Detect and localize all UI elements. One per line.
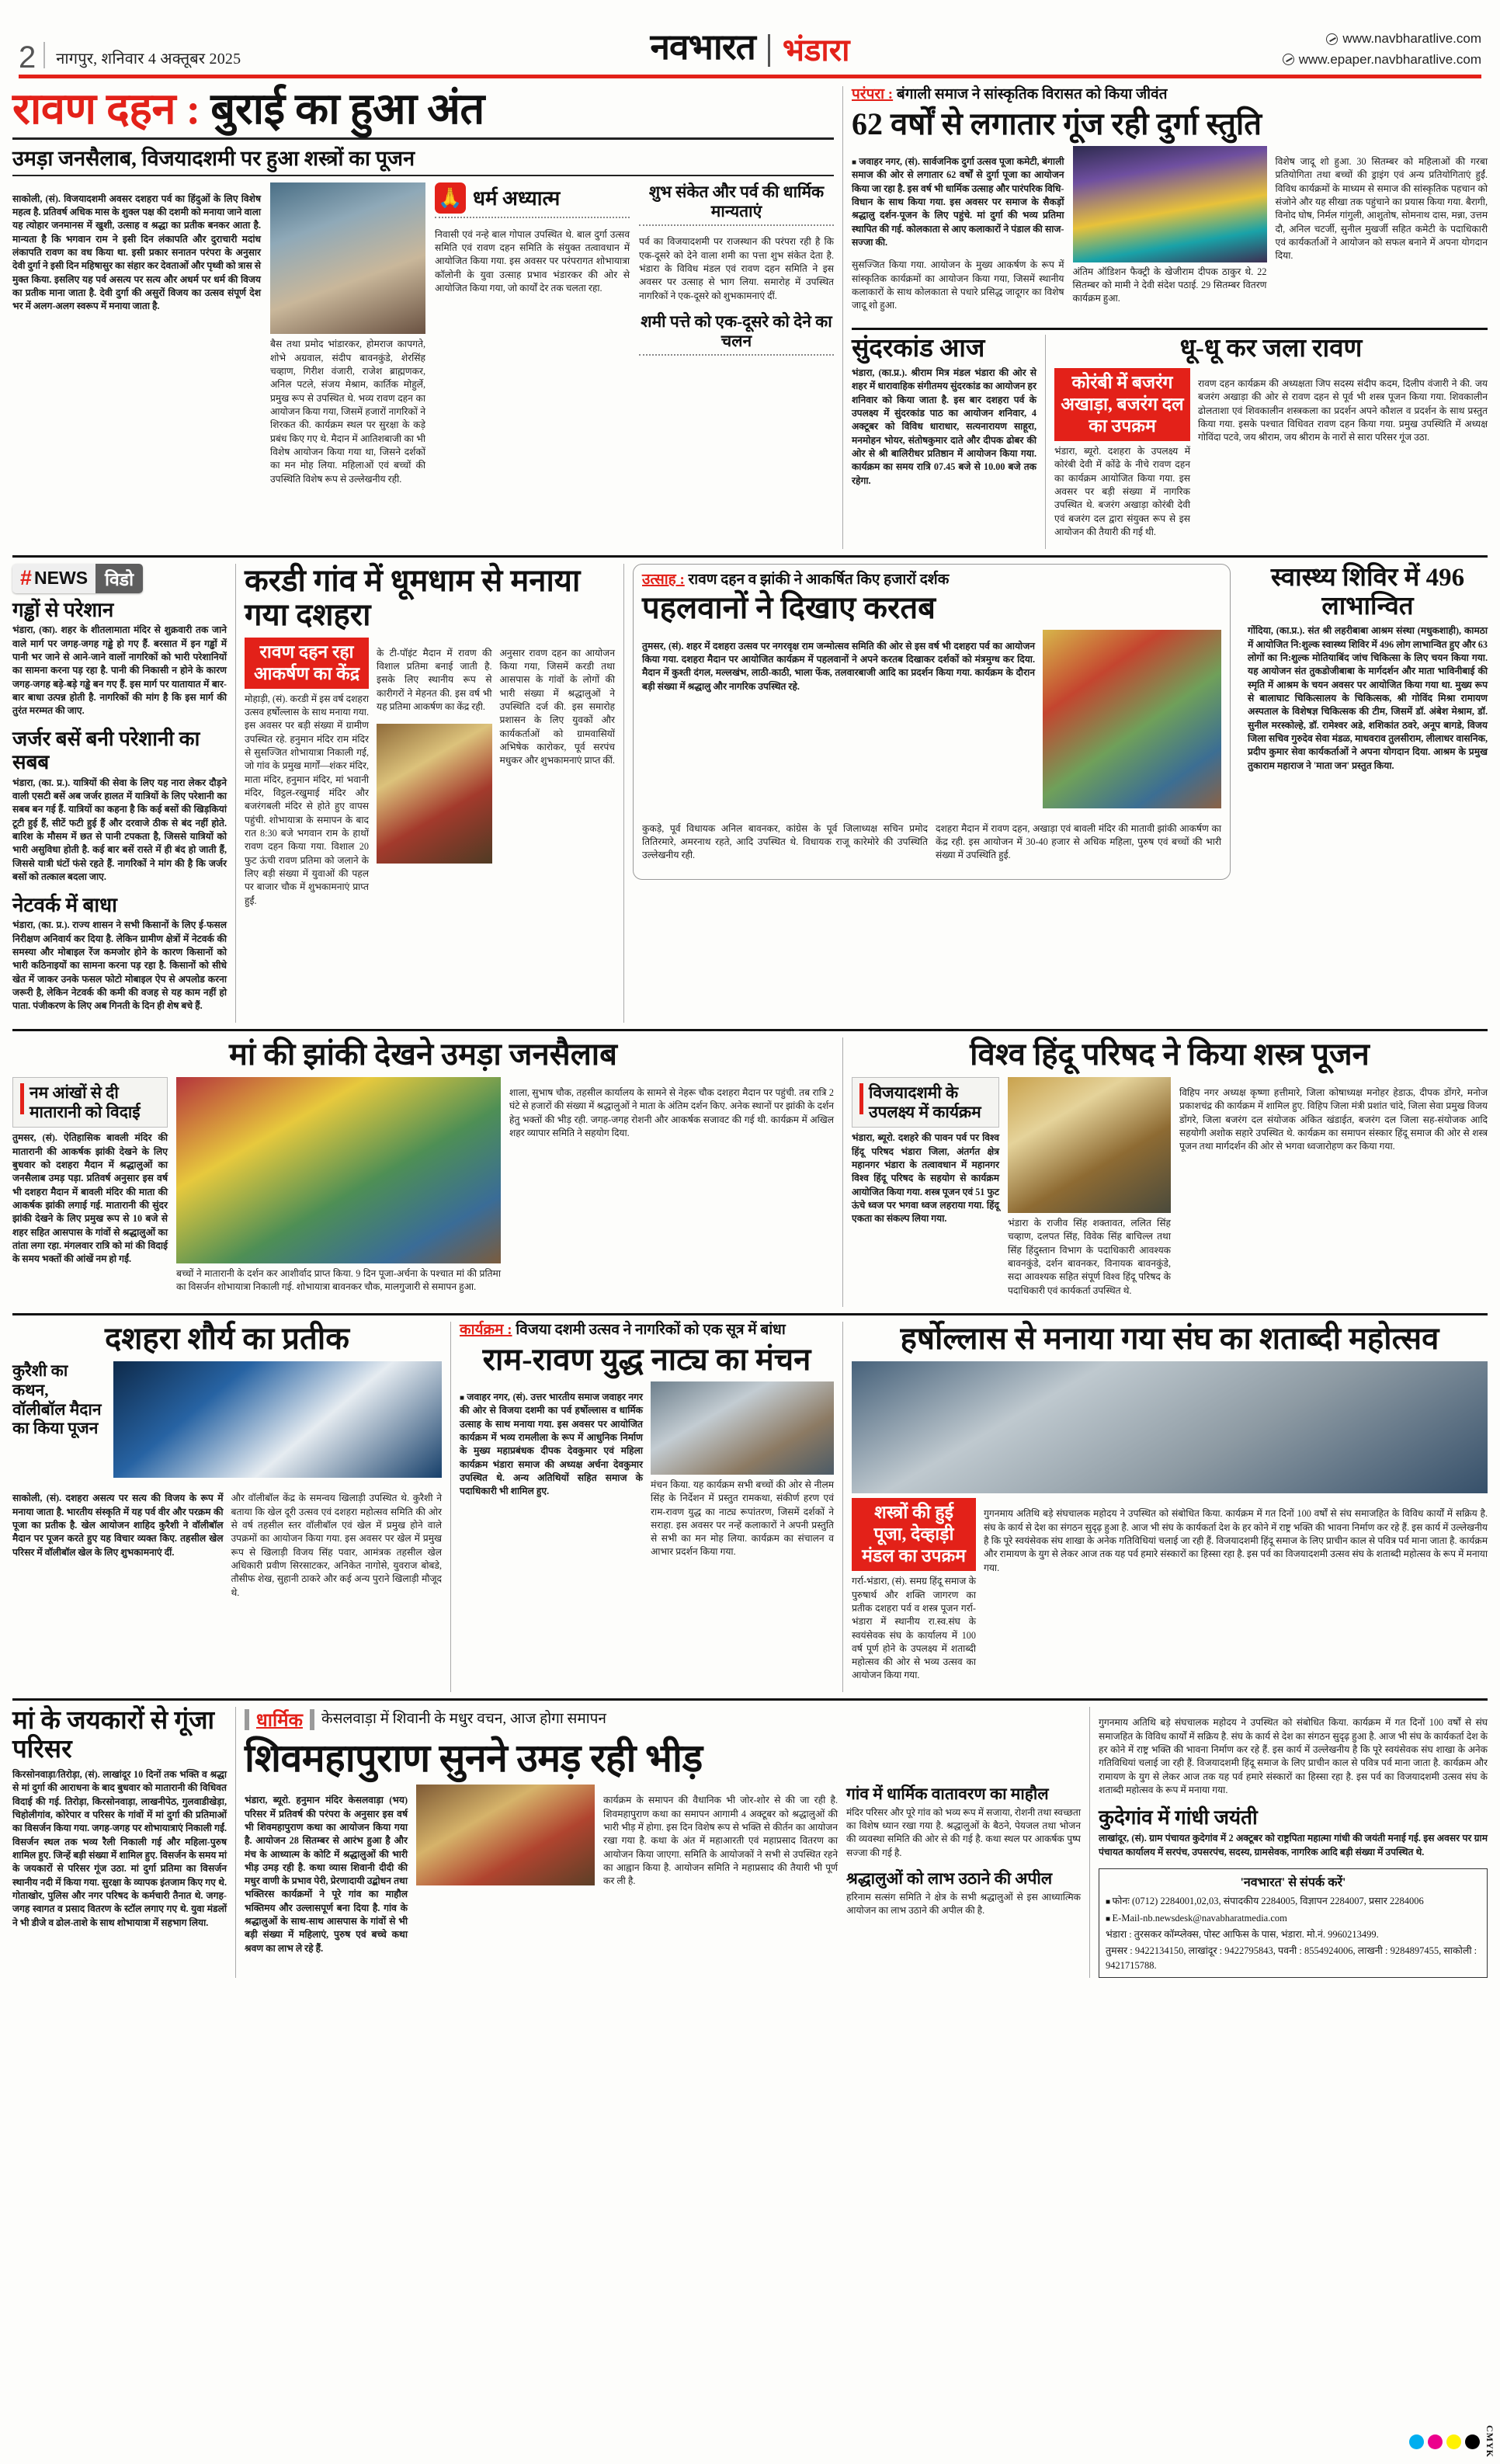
maa-jhanki-col1-wrap: [12, 1077, 168, 1304]
kardi-col3-wrap: [500, 638, 616, 918]
maa-jhanki-col3-wrap: [509, 1077, 834, 1304]
vhp-photo-col: [1008, 1077, 1171, 1307]
website-main[interactable]: www.navbharatlive.com: [1342, 31, 1481, 47]
rss-band-col: [852, 1498, 976, 1692]
place-date: नागपुर, शनिवार 4 अक्तूबर 2025: [56, 50, 241, 68]
shaurya-sub: कुरैशी का कथन, वॉलीबॉल मैदान का किया पूजन: [12, 1361, 102, 1438]
globe-icon: [1326, 33, 1338, 45]
kardi-col2: के टी-पॉइंट मैदान में रावण की विशाल प्रतिमा बनाई जाती है. इसके लिए स्थानीय रूप से कारीगरों ने मेहनत की. इस वर्ष भी यह प्रतिमा आकर्षण का केंद्र रही.: [377, 647, 492, 713]
shiv-col2-wrap: [603, 1785, 838, 1965]
third-section: [12, 1029, 1488, 1307]
durga-headline: 62 वर्षों से लगातार गूंज रही दुर्गा स्तुति: [852, 106, 1262, 141]
ram-ravan-col2: मंचन किया. यह कार्यक्रम सभी बच्चों की ओर से नीलम सिंह के निर्देशन में प्रस्तुत रामकथा, संकीर्ण हरण एवं राम-रावण युद्ध का नाट्य रूपांतरण, जिसमें दर्शकों ने सराहा. इस अवसर पर नन्हें कलाकारों ने अपनी प्रस्तुति से सभी का मन मोह लिया. कार्यक्रम का संचालन व आभार प्रदर्शन किया गया.: [651, 1479, 834, 1558]
ravan-burn-red-band: कोरंबी में बजरंग अखाड़ा, बजरंग दल का उपक्रम: [1054, 368, 1190, 441]
vhp-col3: भंडारा के राजीव सिंह शक्तावत, ललित सिंह चव्हाण, दलपत सिंह, विवेक सिंह बाचिल्ल तथा सिंह हिंदुस्तान विभाग के पदाधिकारी आवश्यक बावनकुंडे, दर्शन बावनकर, विनायक बावनकुंडे, सदा आवश्यक सहित संपूर्ण विश्व हिंदू परिषद के पदाधिकारी एवं कार्यकर्ता उपस्थित थे.: [1008, 1217, 1171, 1296]
shiv-sub-head-1: गांव में धार्मिक वातावरण का माहौल: [846, 1785, 1049, 1803]
second-section: [12, 555, 1488, 1023]
kardi-red-band: रावण दहन रहा आकर्षण का केंद्र: [245, 638, 369, 689]
lead-photo: [270, 182, 425, 334]
lead-sub-head-1: शुभ संकेत और पर्व की धार्मिक मान्यताएं: [648, 182, 825, 221]
lead-sub-head-2: शमी पत्ते को एक-दूसरे को देने का चलन: [641, 312, 832, 350]
edition-name: भंडारा: [782, 33, 850, 68]
durga-col3-text: विशेष जादू शो हुआ. 30 सितम्बर को महिलाओं की गरबा प्रतियोगिता तथा बच्चों की ड्राइंग एवं अन्य प्रतियोगिताएं हुईं. विविध कार्यक्रमों के माध्यम से समाज की सांस्कृतिक पहचान को संजोने और यह सीखा तक पहुंचाने का प्रयास किया गया. बैरागी, विनोद घोष, निर्मल गांगुली, आशुतोष, सोमनाथ दास, मन्ना, उत्तम दौ, अनिल चटर्जी, सुनील मुखर्जी सहित कमेटी के पदाधिकारी एवं कार्यकर्ताओं ने आयोजन को सफल बनाने में अपना योगदान दिया.: [1275, 155, 1488, 262]
right-bottom-column: [1090, 1707, 1488, 1978]
sunderkand-text: भंडारा, (का.प्र.). श्रीराम मित्र मंडल भंडारा की ओर से शहर में धारावाहिक संगीतमय सुंदरकांड का आयोजन हर शनिवार को किया जाता है. इस बार दशहरा पर्व के उपलक्ष्य में सुंदरकांड पाठ का आयोजन शनिवार, 4 अक्टूबर को विविध धाराधार, सत्यनारायण साहूरा, मनमोहन भोयर, संतोषकुमार दाते और दीपक ढोबर की ओर से श्री बालिरीधर प्रतिष्ठान में आयोजन किया गया. कार्यक्रम का समय रात्रि 07.45 बजे से 10.00 बजे तक रहेगा.: [852, 367, 1036, 486]
shaurya-photo-col: [113, 1361, 442, 1478]
pahalwan-kicker-text: रावण दहन व झांकी ने आकर्षित किए हजारों दर्शक: [688, 571, 950, 588]
maa-jhanki-headline: मां की झांकी देखने उमड़ा जनसैलाब: [228, 1036, 618, 1072]
fifth-section: [12, 1698, 1488, 1978]
pahalwan-col3: दशहरा मैदान में रावण दहन, अखाड़ा एवं बावली मंदिर की मातावी झांकी आकर्षण का केंद्र रही. इस आयोजन में 30-40 हजार से अधिक महिला, पुरुष एवं बच्चों की भारी संख्या में उपस्थिति हुई.: [936, 822, 1221, 861]
pahalwan-kicker: [642, 572, 1221, 589]
ram-ravan-kicker-text: विजया दशमी उत्सव ने नागरिकों को एक सूत्र में बांधा: [516, 1322, 786, 1339]
shiv-tag-label: धार्मिक: [256, 1711, 303, 1731]
lead-col-3: [435, 182, 630, 495]
vhp-col2-wrap: [1179, 1077, 1488, 1307]
rss-headline: हर्षोल्लास से मनाया गया संघ का शताब्दी महोत्सव: [900, 1321, 1439, 1357]
pahalwan-photo: [1043, 630, 1221, 808]
durga-lower-row: [852, 328, 1488, 549]
shiv-subheads-wrap: [846, 1785, 1081, 1965]
lead-headline: [12, 86, 834, 133]
rss-story: [843, 1322, 1488, 1692]
hash-icon: #: [20, 566, 33, 590]
durga-kicker: [852, 86, 1488, 104]
maa-jhanki-photo: [176, 1077, 501, 1263]
shiv-photo: [416, 1785, 595, 1885]
pahalwan-photo-col: [1043, 630, 1221, 808]
cmyk-label: CMYK: [1484, 2425, 1495, 2458]
contact-box: [1099, 1868, 1488, 1978]
maa-jhanki-col2: बच्चों ने मातारानी के दर्शन कर आशीर्वाद प्राप्त किया. 9 दिन पूजा-अर्चना के पश्चात मां की प्रतिमा का विसर्जन शोभायात्रा निकाली गई. शोभायात्रा बावनकर चौक, मालगुजारी से समापन हुआ.: [176, 1267, 501, 1293]
ravan-burn-col1: भंडारा, ब्यूरो. दशहरा के उपलक्ष्य में कोरंबी देवी में कोंढे के नीचे रावण दहन का कार्यक्रम आयोजित किया गया. इस अवसर पर बड़ी संख्या में नागरिक उपस्थित थे. बजरंग अखाड़ा कोरंबी देवी एवं बजरंग दल द्वारा संयुक्त रूप से इस आयोजन की तैयारी की गई थी.: [1054, 446, 1190, 538]
masthead: [12, 0, 1488, 75]
shiv-col1-wrap: [245, 1785, 408, 1965]
health-headline: स्वास्थ्य शिविर में 496 लाभान्वित: [1270, 563, 1465, 620]
potholes-text: भंडारा, (का). शहर के शीतलामाता मंदिर से शुक्रवारी तक जाने वाले मार्ग पर जगह-जगह गड्ढे हो गए हैं. बरसात में इन गड्ढों में पानी भर जाने से आने-जाने वालों नागरिकों को भारी परेशानियों का सामना करना पड़ रहा है. पानी की निकासी न होने के कारण जगह-जगह बड़े-बड़े गड्ढे बन गए हैं. इस मार्ग पर यातायात में बार-बार बाधा उत्पन्न होती है. नागरिकों की मांग है कि इस मार्ग की तुरंत मरम्मत की जाए.: [12, 624, 227, 717]
vhp-sub: विजयादशमी के उपलक्ष्य में कार्यक्रम: [869, 1083, 981, 1121]
page-number: 2: [19, 40, 36, 75]
red-accent-bar: [20, 1083, 24, 1114]
contact-address: भंडारा : तुरसकर कॉम्प्लेक्स, पोस्ट आफिस के पास, भंडारा. मो.नं. 9960213499.: [1106, 1929, 1379, 1941]
ravan-burn-headline: धू-धू कर जला रावण: [1179, 334, 1363, 363]
cyan-dot: [1409, 2434, 1424, 2449]
cmyk-marks: [1409, 2425, 1495, 2458]
vhp-story: [843, 1037, 1488, 1307]
pahalwan-story: [624, 564, 1239, 1023]
ram-ravan-headline: राम-रावण युद्ध नाट्य का मंचन: [482, 1341, 811, 1377]
ram-ravan-photo: [651, 1381, 834, 1475]
lead-sub-divider-2: [639, 354, 834, 356]
kardi-headline: करडी गांव में धूमधाम से मनाया गया दशहरा: [245, 562, 581, 632]
shiv-headline: शिवमहापुराण सुनने उमड़ रही भीड़: [245, 1736, 703, 1780]
shiv-tag-rest: केसलवाड़ा में शिवानी के मधुर वचन, आज होगा समापन: [321, 1711, 606, 1728]
maa-jaikar-text: किरसोनवाड़ा/तिरोड़ा, (सं). लाखांदूर 10 दिनों तक भक्ति व श्रद्धा से मां दुर्गा की आराधना के बाद बुधवार को मातारानी की विधिवत विदाई की गई. तिरोड़ा, किरसोनवाड़ा, लाखनीपेठ, गुलवाडीखेड़ा, चिहोलीगांव, कोरेपार व परिसर के गांवों में मां दुर्गा की प्रतिमाओं का विसर्जन किया गया. जगह-जगह पर शोभायात्राएं निकाली गईं. विसर्जन स्थल तक भव्य रैली निकाली गई और महिला-पुरुष शामिल हुए. जिन्हें बड़ी संख्या में शामिल हुए. विसर्जन के समय मां के जयकारों से परिसर गूंज उठा. मां दुर्गा प्रतिमा का विसर्जन स्थानीय नदी में किया गया. सुरक्षा के व्यापक इंतजाम किए गए थे. गोताखोर, पुलिस और नगर परिषद के कर्मचारी तैनात थे. जगह-जगह स्वागत व प्रसाद वितरण के स्टॉल लगाए गए थे. युवा मंडलों ने भी डीजे व ढोल-ताशे के साथ शोभायात्रा में सहभाग लिया.: [12, 1768, 227, 1928]
ravan-burn-col2-wrap: [1198, 368, 1488, 549]
section-bar: [245, 1709, 249, 1730]
ravan-burn-story: [1054, 335, 1488, 549]
vhp-col1-wrap: [852, 1077, 999, 1307]
contact-branches: तुमसर : 9422134150, लाखांदूर : 9422795843, पवनी : 8554924006, लाखनी : 9284897455, साकोली : 9421715788.: [1106, 1945, 1477, 1971]
ravan-burn-band-col: [1054, 368, 1190, 549]
section-bar: [310, 1709, 314, 1730]
rss-col2: गुगनमाय अतिथि बड़े संघचालक महोदय ने उपस्थित को संबोधित किया. कार्यक्रम में गत दिनों 100 वर्षों से संघ समाजहित के विविध कार्यों में सक्रिय है. संघ के कार्य से देश का संगठन सुदृढ़ हुआ है. आज भी संघ के कार्यकर्ता देश के हर कोने में राष्ट्र भक्ति की भावना निर्माण कर रहे हैं. इस कार्य में उल्लेखनीय है कि पूरे स्वयंसेवक संघ शाखा के अनेक गतिविधियां चलाई जा रही हैं. विजयादशमी हिंदू समाज के लिए प्राचीन काल से पवित्र पर्व माना जाता है. कार्यक्रम और रामायण के युग से लेकर आज तक यह पर्व हमारे संस्कारों का हिस्सा रहा है. इस पर्व का विजयादशमी उत्सव संघ के शताब्दी महोत्सव के रूप में मनाया गया.: [984, 1508, 1488, 1573]
rss-red-band: शस्त्रों की हुई पूजा, देव्हाड़ी मंडल का उपक्रम: [852, 1498, 976, 1571]
news-badge-left: [12, 564, 95, 593]
shiv-story: [236, 1707, 1090, 1978]
vhp-col1: भंडारा, ब्यूरो. दशहरे की पावन पर्व पर विश्व हिंदू परिषद भंडारा जिला, अंतर्गत क्षेत्र महानगर भंडारा के तत्वावधान में महानगर विश्व हिंदू परिषद के सहयोग से कार्यक्रम आयोजित किया गया. शस्त्र पूजन एवं 51 फुट ऊंचे ध्वज पर भगवा ध्वज लहराया गया. हिंदू एकता का संकल्प लिया गया.: [852, 1132, 999, 1225]
pahalwan-col2: कुकड़े, पूर्व विधायक अनिल बावनकर, कांग्रेस के पूर्व जिलाध्यक्ष सचिन प्रमोद तितिरमारे, अमरनाथ रहते, आदि उपस्थित थे. विधायक राजू कारेमोरे की उपस्थिति उल्लेखनीय रही.: [642, 822, 928, 861]
durga-photo: [1073, 146, 1267, 262]
shiv-col1: भंडारा, ब्यूरो. हनुमान मंदिर केसलवाड़ा (भय) परिसर में प्रतिवर्ष की परंपरा के अनुसार इस वर्ष भी शिवमहापुराण कथा का आयोजन किया गया है. आयोजन 28 सितम्बर से आरंभ हुआ है और मंच के आध्यात्म के कोटि में श्रद्धालुओं की भारी भीड़ उमड़ रही है. कथा व्यास शिवानी दीदी की मधुर वाणी के प्रभाव पेरी, प्रेरणादायी उद्बोधन तथा भक्तिरस कार्यक्रमों ने पूरे गांव का माहौल भक्तिमय और उल्लासपूर्ण बना दिया है. गांव के श्रद्धालुओं के साथ-साथ आसपास के गांवों से भी बड़ी संख्या में महिलाएं, पुरुष एवं बच्चे कथा श्रवण का लाभ ले रहे हैं.: [245, 1795, 408, 1954]
lead-photo-col: [270, 182, 425, 495]
vhp-photo: [1008, 1077, 1171, 1213]
durga-col1-text: ■ जवाहर नगर, (सं). सार्वजनिक दुर्गा उत्सव पूजा कमेटी, बंगाली समाज की ओर से लगातार 62 वर्षों से दुर्गा पूजा का आयोजन किया जा रहा है. इस वर्ष भी धार्मिक उत्साह और पारंपरिक विधि-विधान के साथ किया गया. इस अवसर पर समाज के सैकड़ों श्रद्धालु दर्शन-पूजन के लिए पहुंचे. मां दुर्गा की भव्य प्रतिमा स्थापित की गई. कोलकाता से आए कलाकारों ने पंडाल की साज-सज्जा की.: [852, 155, 1064, 249]
ram-ravan-story: [451, 1322, 843, 1692]
pahalwan-kicker-tag: उत्साह :: [642, 571, 685, 588]
kardi-photo: [377, 724, 492, 864]
dharma-badge: [435, 182, 630, 214]
brand-logo: [422, 22, 1078, 71]
health-text: गोंदिया, (का.प्र.). संत श्री लहरीबाबा आश्रम संस्था (मधुकशाही), कामठा में आयोजित नि:शुल्क स्वास्थ्य शिविर में 496 लोग लाभान्वित हुए और 63 लोगों का नि:शुल्क मोतियाबिंद जांच चिकित्सा के लिए चयन किया गया. यह आयोजन संत तुकडोजीबाबा के मार्गदर्शन और माता भाविनीबाई की स्मृति में आश्रम के चयन अवसर पर आयोजित किया गया था. मुख्य रूप से बालाघाट चिकित्सालय के चिकित्सक, श्री गोविंद मिश्रा रामायण अस्पताल के विशेषज्ञ चिकित्सक की टीम, जिसमें डॉ. अंबेश मेश्राम, डॉ. सुनील मरस्कोल्हे, डॉ. रामेश्वर अडे, शशिकांत ठवरे, अनूप बागडे, विजय जिला सचिव गुरुदेव सेवा मंडळ, माधवराव तुलसीराम, लीलाधर वासनिक, प्रदीप कुमार सेवा कार्यकर्ताओं ने अपना योगदान दिया. आश्रम के प्रमुख तुकाराम महाराज ने 'माता जन' प्रस्तुत किया.: [1248, 625, 1488, 771]
news-badge-right: विडो: [95, 564, 143, 593]
durga-kicker-text: बंगाली समाज ने सांस्कृतिक विरासत को किया जीवंत: [896, 86, 1168, 103]
fourth-section: [12, 1313, 1488, 1692]
pahalwan-col1: तुमसर, (सं). शहर में दशहरा उत्सव पर नगरवृक्ष राम जन्मोत्सव समिति की ओर से इस वर्ष भी दशहरा पर्व का आयोजन किया गया. दशहरा मैदान पर आयोजित कार्यक्रम में पहलवानों ने अपने करतब दिखाकर दर्शकों को मंत्रमुग्ध कर दिया. मैदान में कुश्ती दंगल, मल्लखंभ, लाठी-काठी, भाला फेंक, तलवारबाजी आदि का प्रदर्शन किया गया. कार्यक्रम के दौरान बड़ी संख्या में श्रद्धालु और नागरिक उपस्थित रहे.: [642, 640, 1035, 692]
maa-jaikar-headline: मां के जयकारों से गूंजा परिसर: [12, 1707, 215, 1764]
vhp-headline: विश्व हिंदू परिषद ने किया शस्त्र पूजन: [970, 1036, 1370, 1072]
sunderkand-headline: सुंदरकांड आज: [852, 334, 985, 363]
folio: [19, 40, 422, 75]
health-story: [1239, 564, 1488, 1023]
shaurya-col2: और वॉलीबॉल केंद्र के समन्वय खिलाड़ी उपस्थित थे. कुरैशी ने बताया कि खेल दूरी उत्सव एवं दशहरा महोत्सव समिति की ओर से वर्ष तहसील स्तर वॉलीबॉल एवं खेल में प्रमुख होने वाले उपक्रमों का आयोजन किया गया. इस अवसर पर खेल में प्रमुख रूप से खिलाड़ी विजय सिंह पवार, आमंत्रक तहसील खेल अधिकारी प्रवीण सिरसाटकर, अनिकेत नागोसे, युवराज बोबडे, तौसीफ शेख, सुहानी ठाकरे और कई अन्य पुराने खिलाड़ी मौजूद थे.: [231, 1493, 442, 1598]
website-links: [1078, 29, 1481, 71]
durga-col-3: [1276, 146, 1488, 322]
gandhi-text: लाखांदूर, (सं). ग्राम पंचायत कुदेगांव में 2 अक्टूबर को राष्ट्रपिता महात्मा गांधी की जयंती मनाई गई. इस अवसर पर ग्राम पंचायत कार्यालय में सरपंच, उपसरपंच, सदस्य, ग्रामसेवक, नागरिक आदि बड़ी संख्या में उपस्थित थे.: [1099, 1833, 1488, 1858]
dharma-text-1: निवासी एवं नन्हे बाल गोपाल उपस्थित थे. बाल दुर्गा उत्सव समिति एवं रावण दहन समिति के संयुक्त तत्वावधान में आयोजित किया गया. इस अवसर पर परंपरागत शोभायात्रा कॉलोनी के युवा उत्साह प्रभाव भंडारकर की ओर से आयोजित किया गया, जो कार्यों देर तक चलता रहा.: [435, 228, 630, 294]
brand-name: नवभारत: [650, 27, 755, 67]
lead-headline-red: रावण दहन :: [12, 85, 200, 134]
ram-ravan-kicker-tag: कार्यक्रम :: [460, 1322, 512, 1339]
shaurya-sub-col: [12, 1361, 106, 1478]
shiv-col2: कार्यक्रम के समापन की वैधानिक भी जोर-शोर से की जा रही है. शिवमहापुराण कथा का समापन आगामी 4 अक्टूबर को श्रद्धालुओं की भारी भीड़ में होगा. इस दिन विशेष रूप से भक्ति से कीर्तन का आयोजन रखा गया है. कथा के अंत में महाआरती एवं महाप्रसाद वितरण का आयोजन किया जाएगा. समिति के आयोजकों ने सभी से उपस्थित रहने का आह्वान किया है. आयोजन समिति ने महाप्रसाद की तैयारी भी पूर्ण कर ली है.: [603, 1795, 838, 1887]
durga-story: [843, 86, 1488, 549]
ram-ravan-kicker: [460, 1322, 834, 1340]
maa-jhanki-photo-col: [176, 1077, 501, 1304]
kardi-band-col: [245, 638, 369, 918]
namaste-icon: 🙏: [435, 182, 466, 214]
lead-sub-divider-1: [639, 224, 834, 226]
lead-col2-text: बैस तथा प्रमोद भांडारकर, होमराज कापगते, शोभे अग्रवाल, संदीप बावनकुंडे, शेरसिंह चव्हाण, गिरीश वंजारी, राजेश ब्राह्मणकर, अनिल पटले, संजय मेश्राम, कार्तिक मोहुर्ले, प्रमुख रूप से उपस्थित थे. भव्य रावण दहन का आयोजन किया गया, जिसमें हजारों नागरिकों ने शिरकत की. कार्यक्रम स्थल पर सुरक्षा के कड़े प्रबंध किए गए थे. मैदान में आतिशबाजी का भी विशेष आयोजन किया गया था, जिसने दर्शकों का मन मोह लिया. महिलाओं एवं बच्चों की उपस्थिति विशेष रूप से उल्लेखनीय रही.: [270, 339, 425, 485]
website-epaper[interactable]: www.epaper.navbharatlive.com: [1298, 51, 1481, 67]
lead-story: [12, 86, 843, 549]
buses-headline: जर्जर बसें बनी परेशानी का सबब: [12, 727, 200, 773]
folio-divider: [43, 42, 45, 68]
shiv-sub-head-2: श्रद्धालुओं को लाभ उठाने की अपील: [846, 1869, 1053, 1889]
dharma-label: धर्म अध्यात्म: [473, 186, 561, 210]
vhp-col2: विहिप नगर अध्यक्ष कृष्णा हत्तीमारे, जिला कोषाध्यक्ष मनोहर हेडाऊ, दीपक डोंगरे, मनोज प्रकाशचंद्र की कार्यक्रम में शामिल हुए. विहिप जिला मंत्री प्रशांत चांदे, जिला सेवा प्रमुख विजय डोंगरे, जिला बजरंग दल संयोजक अंकित खंडाईत, बजरंग दल जिला सह-संयोजक आदि सहयोगी अशोक सहारे उपस्थित थे. कार्यक्रम का समापन संस्कार हिंदू समाज की ओर से शस्त्र पूजन तथा मार्गदर्शन की ओर से भगवा ध्वजारोहण कर किया गया.: [1179, 1087, 1488, 1152]
network-text: भंडारा, (का. प्र.). राज्य शासन ने सभी किसानों के लिए ई-फसल निरीक्षण अनिवार्य कर दिया है. लेकिन ग्रामीण क्षेत्रों में नेटवर्क की समस्या और मोबाइल रेंज कमजोर होने के कारण किसानों को भारी कठिनाइयों का सामना करना पड़ रहा है. किसानों को सीधे खेत में जाकर उनके फसल फोटो मोबाइल ऐप से अपलोड करना जरूरी है, लेकिन नेटवर्क की कमी की वजह से यह काम नहीं हो पाता. पंजीकरण के लिए अब गिनती के दिन ही शेष बचे हैं.: [12, 919, 227, 1012]
dharma-divider: [435, 217, 630, 218]
lead-col-1: [12, 182, 261, 495]
shiv-photo-col: [416, 1785, 595, 1965]
lead-col-4: [639, 182, 834, 495]
rss-col1: गर्रा-भंडारा, (सं). समग्र हिंदू समाज के पुरुषार्थ और शक्ति जागरण का प्रतीक दशहरा पर्व व शस्त्र पूजन गर्रा-भंडारा में स्थानीय रा.स्व.संघ के स्वयंसेवक संघ के कार्यालय में 100 वर्ष पूर्ण होने के उपलक्ष्य में शताब्दी महोत्सव की ओर से भव्य उत्सव का आयोजन किया गया.: [852, 1576, 976, 1681]
shaurya-headline: दशहरा शौर्य का प्रतीक: [105, 1321, 349, 1357]
network-headline: नेटवर्क में बाधा: [12, 893, 117, 916]
durga-kicker-tag: परंपरा :: [852, 86, 894, 103]
durga-col2-text: सुसज्जित किया गया. आयोजन के मुख्य आकर्षण के रूप में सांस्कृतिक कार्यक्रमों का आयोजन किया गया, जिसमें स्थानीय कलाकारों के साथ कोलकाता से पधारे प्रसिद्ध जादूगर का विशेष जादू शो हुआ.: [852, 259, 1064, 311]
lead-col1-text: साकोली, (सं). विजयादशमी अवसर दशहरा पर्व का हिंदुओं के लिए विशेष महत्व है. प्रतिवर्ष अधिक मास के शुक्ल पक्ष की दशमी को मनाया जाने वाला यह त्योहार जनमानस में खुशी, उत्साह व श्रद्धा का प्रतीक बनकर आता है. मान्यता है कि भगवान राम ने इसी दिन लंकापति और दुराचारी मदांध लंकापति रावण का वध किया था. इसी प्रकार सनातन परंपरा के अनुसार देवी दुर्गा ने इसी दिन महिषासुर का संहार कर देवताओं और पृथ्वी को त्रास से मुक्त किया. इसलिए यह पर्व असत्य पर सत्य और अधर्म पर धर्म की विजय का प्रतीक माना जाता है. देवी दुर्गा की असुरों विजय का उत्सव संपूर्ण देश भर में अलग-अलग स्वरूप में मनाया जाता है.: [12, 193, 261, 312]
top-section: [12, 86, 1488, 549]
lead-subhead: उमड़ा जनसैलाब, विजयादशमी पर हुआ शस्त्रों का पूजन: [12, 137, 834, 176]
dashahra-shaurya-story: [12, 1322, 451, 1692]
shiv-sub-text-2: हरिनाम सत्संग समिति ने क्षेत्र के सभी श्रद्धालुओं से इस आध्यात्मिक आयोजन का लाभ उठाने की अपील की है.: [846, 1892, 1081, 1917]
brand-divider: [768, 34, 770, 67]
black-dot: [1465, 2434, 1480, 2449]
yellow-dot: [1446, 2434, 1461, 2449]
globe-icon: [1283, 54, 1294, 65]
kardi-story: [236, 564, 624, 1023]
pahalwan-col1-wrap: [642, 630, 1035, 808]
kardi-col1: मोहाड़ी, (सं). करडी में इस वर्ष दशहरा उत्सव हर्षोल्लास के साथ मनाया गया. इस अवसर पर बड़ी संख्या में ग्रामीण उपस्थित रहे. हनुमान मंदिर राम मंदिर से सुसज्जित शोभायात्रा निकाली गई, जो गांव के प्रमुख मार्गों—शंकर मंदिर, माता मंदिर, हनुमान मंदिर, मां भवानी मंदिर, विट्ठल-रखुमाई मंदिर और बजरंगबली मंदिर से होते हुए वापस पहुंची. शोभायात्रा के समापन के बाद रात 8:30 बजे भगवान राम के हाथों रावण दहन किया गया. विशाल 20 फुट ऊंची रावण प्रतिमा को जलाने के लिए बड़ी संख्या में युवाओं की पहल पर बाजार चौक में शुभकामनाएं प्राप्त हुईं.: [245, 693, 369, 906]
shaurya-photo: [113, 1361, 442, 1478]
rss-continued: गुगनमाय अतिथि बड़े संघचालक महोदय ने उपस्थित को संबोधित किया. कार्यक्रम में गत दिनों 100 वर्षों से संघ समाजहित के विविध कार्यों में सक्रिय है. संघ के कार्य से देश का संगठन सुदृढ़ हुआ है. आज भी संघ के कार्यकर्ता देश के हर कोने में राष्ट्र भक्ति की भावना निर्माण कर रहे हैं. इस कार्य में उल्लेखनीय है कि पूरे स्वयंसेवक संघ शाखा के अनेक गतिविधियां चलाई जा रही हैं. विजयादशमी हिंदू समाज के लिए प्राचीन काल से पवित्र पर्व माना जाता है. कार्यक्रम और रामायण के युग से लेकर आज तक यह पर्व हमारे संस्कारों का हिस्सा रहा है. इस पर्व का विजयादशमी उत्सव संघ के शताब्दी महोत्सव के रूप में मनाया गया.: [1099, 1717, 1488, 1795]
shiv-sub-text-1: मंदिर परिसर और पूरे गांव को भव्य रूप में सजाया, रोशनी तथा स्वच्छता का विशेष ध्यान रखा गया है. श्रद्धालुओं के बैठने, पेयजल तथा भोजन की व्यवस्था समिति की ओर से की गई है. कथा स्थल पर आकर्षक पुष्प सज्जा की गई है.: [846, 1806, 1081, 1858]
durga-photo-caption: अंतिम ऑडिशन फैक्ट्री के खेजीराम दीपक ठाकुर थे. 22 सितम्बर को मामी ने देवी संदेश पठाई. 29 सितम्बर वितरण कार्यक्रम हुआ.: [1072, 266, 1267, 304]
durga-col-1: [852, 146, 1064, 322]
news-video-badge[interactable]: [12, 564, 143, 593]
maa-jaikar-story: [12, 1707, 236, 1978]
lead-headline-black: बुराई का हुआ अंत: [210, 85, 484, 134]
contact-phone: ■ फोनः (0712) 2284001,02,03, संपादकीय 2284005, विज्ञापन 2284007, प्रसार 2284006: [1106, 1894, 1481, 1909]
potholes-headline: गड्ढों से परेशान: [12, 598, 114, 621]
maa-jhanki-col1: तुमसर, (सं). ऐतिहासिक बावली मंदिर की मातारानी की आकर्षक झांकी देखने के लिए बुधवार को दशहरा मैदान में श्रद्धालुओं का जनसैलाब उमड़ पड़ा. प्रतिवर्ष अनुसार इस वर्ष भी दशहरा मैदान में बावली मंदिर की माता की आकर्षक झांकी लगाई गई. मातारानी की सुंदर झांकी देखने के लिए प्रमुख रूप से 10 बजे से शहर सहित आसपास के गांवों से श्रद्धालुओं का तांता लगा रहा. मंगलवार रात्रि को मां की विदाई के समय भक्तों की आंखें नम हो गईं.: [12, 1132, 168, 1265]
rss-photo: [852, 1361, 1488, 1493]
shaurya-col1: साकोली, (सं). दशहरा असत्य पर सत्य की विजय के रूप में मनाया जाता है. भारतीय संस्कृति में यह पर्व वीर और परक्रम की पूजा का प्रतीक है. खेल आयोजन शाहिद कुरैशी ने वॉलीबॉल मैदान पर पूजन करते हुए यह विचार व्यक्त किए. तहसील खेल परिसर में वॉलीबॉल खेल के लिए शुभकामनाएं दीं.: [12, 1493, 224, 1558]
briefs-column: [12, 564, 236, 1023]
maa-jhanki-story: [12, 1037, 843, 1307]
kardi-col3: अनुसार रावण दहन का आयोजन किया गया, जिसमें करडी तथा आसपास के गांवों के लोगों की भारी संख्या में श्रद्धालुओं ने उपस्थिति दर्ज की. इस समारोह प्रशासन के लिए युवकों और कार्यकर्ताओं को ग्रामवासियों अभिषेक कारोकर, पूर्व सरपंच मधुकर और शुभकामनाएं प्राप्त कीं.: [499, 647, 615, 766]
maa-jhanki-col3: शाला, सुभाष चौक, तहसील कार्यालय के सामने से नेहरू चौक दशहरा मैदान पर पहुंची. तब रात्रि 2 घंटे से हजारों की संख्या में श्रद्धालुओं ने माता के अंतिम दर्शन किए. अनेक स्थानों पर झांकी के दर्शन हेतु भक्तों की भीड़ रही. जगह-जगह रोशनी और आकर्षक सजावट की गई थी. कार्यक्रम में अखिल शहर व्यापार समिति ने सहयोग दिया.: [509, 1087, 834, 1139]
pahalwan-box: [633, 564, 1231, 880]
ravan-burn-col2: रावण दहन कार्यक्रम की अध्यक्षता जिप सदस्य संदीप कदम, दिलीप वंजारी ने की. जय बजरंग अखाड़ा की ओर से रावण दहन से पूर्व भी शस्त्र पूजन किया गया. शिवकालीन ढोलताशा एवं शिवकालीन शस्त्रकला का प्रदर्शन अपने कौशल व प्रदर्शन के साथ प्रस्तुत किया गया. इसके पश्चात विधिवत रावण दहन किया गया. प्रमुख उपस्थिति में अध्यक्ष गोविंदा पटवे, जय श्रीराम, जय श्रीराम के नारों से सारा परिसर गूंज उठा.: [1198, 378, 1488, 443]
masthead-rule: [19, 75, 1481, 78]
maa-jhanki-sub: नम आंखों से दी मातारानी को विदाई: [30, 1083, 141, 1121]
lead-sub-text-1: पर्व का विजयादशमी पर राजस्थान की परंपरा रही है कि एक-दूसरे को देने वाला शमी का पत्ता शुभ संकेत देता है. भंडारा के विविध मंडल एवं रावण दहन समिति ने इस अवसर पर उत्साह से भाग लिया. समारोह में उपस्थित नागरिकों ने एक-दूसरे को शुभकामनाएं दीं.: [639, 236, 834, 301]
vhp-sub-box: [852, 1077, 999, 1128]
gandhi-headline: कुदेगांव में गांधी जयंती: [1099, 1806, 1258, 1830]
pahalwan-headline: पहलवानों ने दिखाए करतब: [642, 590, 936, 626]
maa-jhanki-sub-box: [12, 1077, 168, 1128]
ram-ravan-col1: ■ जवाहर नगर, (सं). उत्तर भारतीय समाज जवाहर नगर की ओर से विजया दशमी का पर्व हर्षोल्लास व धार्मिक उत्साह के साथ मनाया गया. इस अवसर पर आयोजित कार्यक्रम में भव्य रामलीला के रूप में आधुनिक निर्माण के मुख्य महाप्रबंधक दीपक देवकुमार एवं महिला कार्यक्रम भंडारा समाज की अध्यक्ष अर्चना देवकुमार उपस्थित थे. अन्य अतिथियों सहित समाज के पदाधिकारी भी शामिल हुए.: [460, 1391, 643, 1499]
contact-title: 'नवभारत' से संपर्क करें': [1240, 1876, 1346, 1890]
kardi-col2-wrap: [377, 638, 492, 918]
magenta-dot: [1428, 2434, 1443, 2449]
red-accent-bar: [859, 1083, 863, 1114]
durga-photo-col: [1073, 146, 1267, 322]
contact-email[interactable]: ■ E-Mail-nb.newsdesk@navabharatmedia.com: [1106, 1911, 1481, 1926]
shiv-section-tag: [245, 1707, 606, 1732]
sunderkand-story: [852, 335, 1046, 549]
news-badge-label: NEWS: [34, 568, 89, 589]
buses-text: भंडारा, (का. प्र.). यात्रियों की सेवा के लिए यह नारा लेकर दौड़ने वाली एसटी बसें अब जर्जर हालत में यात्रियों के लिए परेशानी का सबब बन गई हैं. यात्रियों का कहना है कि कई बसों की खिड़कियां टूटी हुई हैं, सीटें फटी हुई हैं और दरवाजे ठीक से बंद नहीं होते. बारिश के मौसम में छत से पानी टपकता है, जिससे यात्रियों को भारी असुविधा होती है. कई बार बसें रास्ते में ही बंद हो जाती हैं, जिससे यात्री घंटों फंसे रहते हैं. नागरिकों ने मांग की है कि जर्जर बसों को तत्काल बदला जाए.: [12, 777, 227, 882]
